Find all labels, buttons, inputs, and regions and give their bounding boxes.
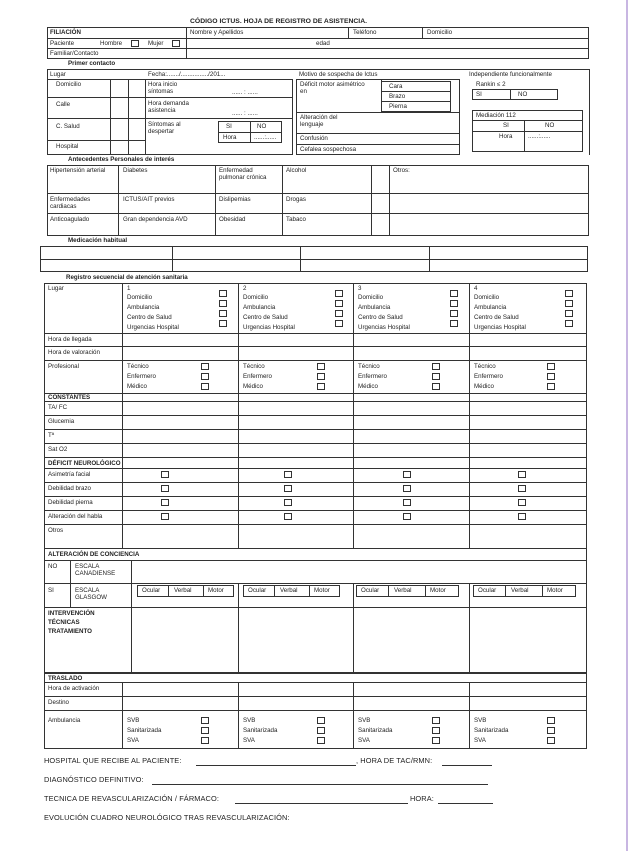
constante-row: Sat O2 xyxy=(48,446,68,453)
fecha-label: Fecha:......./................/201... xyxy=(148,71,226,78)
sintomas-label: Síntomas al despertar xyxy=(148,121,181,136)
evolucion-label: EVOLUCIÓN CUADRO NEUROLÓGICO TRAS REVASCULARIZACIÓN: xyxy=(44,813,290,822)
diagnostico-field[interactable] xyxy=(152,784,488,785)
mediacion-si[interactable]: SI xyxy=(503,122,509,129)
deficit-checkbox[interactable] xyxy=(518,471,526,478)
lugar-option: Urgencias Hospital xyxy=(358,324,410,331)
prof-checkbox[interactable] xyxy=(432,363,440,370)
conciencia-header: ALTERACIÓN DE CONCIENCIA xyxy=(48,551,140,558)
registro-lugar-label: Lugar xyxy=(48,285,64,292)
ambulancia-label: Ambulancia xyxy=(48,717,81,724)
pc-csalud: C. Salud xyxy=(56,123,80,130)
mediacion-no[interactable]: NO xyxy=(545,122,555,129)
sintomas-hora: Hora xyxy=(223,134,237,141)
hora-inicio-label: Hora inicio síntomas xyxy=(148,81,178,96)
registro-header: Registro secuencial de atención sanitaria xyxy=(66,274,188,281)
prof-option: Médico xyxy=(243,383,263,390)
mujer-label: Mujer xyxy=(148,40,164,47)
deficit-row: Asimetría facial xyxy=(48,471,91,478)
lugar-checkbox[interactable] xyxy=(450,300,458,307)
deficit-row: Otros xyxy=(48,527,64,534)
lugar-checkbox[interactable] xyxy=(450,290,458,297)
amb-option: SVB xyxy=(127,717,140,724)
alcohol-label: Alcohol xyxy=(286,167,307,174)
tratamiento-label: TRATAMIENTO xyxy=(48,628,92,635)
dislipemias-label: Dislipemias xyxy=(219,196,251,203)
lugar-checkbox[interactable] xyxy=(565,320,573,327)
confusion-label[interactable]: Confusión xyxy=(300,135,328,142)
deficit-header: DÉFICIT NEUROLÓGICO xyxy=(48,460,121,467)
amb-option: Sanitarizada xyxy=(358,727,393,734)
hora-demanda-label: Hora demanda asistencia xyxy=(148,100,189,115)
independiente-label: Independiente funcionalmente xyxy=(469,71,552,78)
lugar-checkbox[interactable] xyxy=(335,320,343,327)
destino-label: Destino xyxy=(48,699,69,706)
amb-checkbox[interactable] xyxy=(317,727,325,734)
hora-footer-field[interactable] xyxy=(438,803,493,804)
amb-option: Sanitarizada xyxy=(243,727,278,734)
amb-option: SVB xyxy=(243,717,256,724)
lugar-option: Urgencias Hospital xyxy=(474,324,526,331)
prof-checkbox[interactable] xyxy=(201,373,209,380)
dependencia-label: Gran dependencia AVD xyxy=(123,216,188,223)
deficit-checkbox[interactable] xyxy=(284,513,292,520)
deficit-row: Debilidad brazo xyxy=(48,485,91,492)
diabetes-label: Diabetes xyxy=(123,167,148,174)
deficit-checkbox[interactable] xyxy=(403,499,411,506)
hospital-label: HOSPITAL QUE RECIBE AL PACIENTE: xyxy=(44,756,182,765)
antecedentes-header: Antecedentes Personales de interés xyxy=(68,156,175,163)
prof-checkbox[interactable] xyxy=(201,383,209,390)
prof-checkbox[interactable] xyxy=(432,373,440,380)
domicilio-label: Domicilio xyxy=(427,29,453,36)
lugar-option: Ambulancia xyxy=(358,304,391,311)
constantes-header: CONSTANTES xyxy=(48,394,91,401)
lugar-checkbox[interactable] xyxy=(565,310,573,317)
lugar-option: Domicilio xyxy=(358,294,384,301)
pierna-label[interactable]: Pierna xyxy=(389,103,407,110)
hora-inicio-value[interactable]: ...... : ...... xyxy=(232,89,258,96)
glasgow-ocular: Ocular xyxy=(248,587,267,594)
prof-option: Médico xyxy=(127,383,147,390)
filiacion-header: FILIACIÓN xyxy=(50,29,81,36)
lugar-option: Ambulancia xyxy=(474,304,507,311)
amb-checkbox[interactable] xyxy=(317,737,325,744)
deficit-checkbox[interactable] xyxy=(284,499,292,506)
hora-activacion-label: Hora de activación xyxy=(48,685,100,692)
glasgow-motor: Motor xyxy=(314,587,330,594)
glasgow-motor: Motor xyxy=(430,587,446,594)
alteracion-lenguaje-label[interactable]: Alteración del lenguaje xyxy=(300,114,338,129)
lugar-option: Domicilio xyxy=(127,294,153,301)
diagnostico-label: DIAGNÓSTICO DEFINITIVO: xyxy=(44,775,144,784)
pc-hospital: Hospital xyxy=(56,143,79,150)
mediacion-label: Mediación 112 xyxy=(476,112,516,119)
col-number: 2 xyxy=(243,285,247,292)
tabaco-label: Tabaco xyxy=(286,216,306,223)
epoc-label: Enfermedad pulmonar crónica xyxy=(219,167,267,182)
lugar-checkbox[interactable] xyxy=(450,320,458,327)
lugar-option: Domicilio xyxy=(474,294,500,301)
hora-footer-label: HORA: xyxy=(410,794,434,803)
rankin-label: Rankin ≤ 2 xyxy=(476,81,506,88)
amb-option: SVB xyxy=(358,717,371,724)
ictus-previos-label: ICTUS/AIT previos xyxy=(123,196,175,203)
prof-option: Técnico xyxy=(127,363,149,370)
tecnica-label: TECNICA DE REVASCULARIZACIÓN / FÁRMACO: xyxy=(44,794,220,803)
nombre-label: Nombre y Apellidos xyxy=(190,29,244,36)
prof-option: Enfermero xyxy=(358,373,387,380)
deficit-checkbox[interactable] xyxy=(518,485,526,492)
amb-checkbox[interactable] xyxy=(432,727,440,734)
traslado-header: TRASLADO xyxy=(48,675,83,682)
amb-option: SVB xyxy=(474,717,487,724)
lugar-checkbox[interactable] xyxy=(219,290,227,297)
sintomas-hora-value[interactable]: ......:...... xyxy=(254,134,277,141)
amb-checkbox[interactable] xyxy=(201,737,209,744)
col-number: 4 xyxy=(474,285,478,292)
lugar-option: Ambulancia xyxy=(127,304,160,311)
otros-label: Otros: xyxy=(393,167,410,174)
hora-demanda-value[interactable]: ...... : ...... xyxy=(232,110,258,117)
tac-field[interactable] xyxy=(442,765,492,766)
lugar-option: Centro de Salud xyxy=(243,314,288,321)
hombre-label: Hombre xyxy=(100,40,123,47)
tecnica-field[interactable] xyxy=(235,803,408,804)
deficit-checkbox[interactable] xyxy=(518,499,526,506)
glasgow-verbal: Verbal xyxy=(394,587,412,594)
page-title: CÓDIGO ICTUS. HOJA DE REGISTRO DE ASISTENCIA. xyxy=(190,18,367,25)
lugar-label: Lugar xyxy=(50,71,66,78)
escala-glasgow: ESCALA GLASGOW xyxy=(75,587,107,602)
lugar-checkbox[interactable] xyxy=(219,300,227,307)
constante-row: Tª xyxy=(48,432,55,439)
prof-checkbox[interactable] xyxy=(317,363,325,370)
cefalea-label[interactable]: Cefalea sospechosa xyxy=(300,146,357,153)
amb-checkbox[interactable] xyxy=(547,737,555,744)
escala-canadiense: ESCALA CANADIENSE xyxy=(75,563,116,578)
deficit-checkbox[interactable] xyxy=(403,485,411,492)
rankin-no[interactable]: NO xyxy=(518,91,528,98)
lugar-checkbox[interactable] xyxy=(565,290,573,297)
tac-label: , HORA DE TAC/RMN: xyxy=(356,756,433,765)
amb-checkbox[interactable] xyxy=(547,717,555,724)
glasgow-motor: Motor xyxy=(547,587,563,594)
hospital-field[interactable] xyxy=(196,765,356,766)
pc-calle: Calle xyxy=(56,101,71,108)
lugar-option: Urgencias Hospital xyxy=(243,324,295,331)
motivo-label: Motivo de sospecha de Ictus xyxy=(299,71,378,78)
hora-llegada-label: Hora de llegada xyxy=(48,336,92,343)
deficit-checkbox[interactable] xyxy=(403,513,411,520)
lugar-option: Urgencias Hospital xyxy=(127,324,179,331)
amb-checkbox[interactable] xyxy=(317,717,325,724)
lugar-option: Domicilio xyxy=(243,294,269,301)
cara-label[interactable]: Cara xyxy=(389,83,403,90)
deficit-checkbox[interactable] xyxy=(284,485,292,492)
prof-option: Técnico xyxy=(358,363,380,370)
lugar-checkbox[interactable] xyxy=(335,300,343,307)
amb-checkbox[interactable] xyxy=(201,717,209,724)
prof-option: Enfermero xyxy=(474,373,503,380)
paciente-label: Paciente xyxy=(50,40,75,47)
amb-option: SVA xyxy=(127,737,139,744)
glasgow-verbal: Verbal xyxy=(174,587,192,594)
drogas-label: Drogas xyxy=(286,196,306,203)
sintomas-no[interactable]: NO xyxy=(257,123,267,130)
prof-checkbox[interactable] xyxy=(432,383,440,390)
deficit-checkbox[interactable] xyxy=(161,471,169,478)
deficit-checkbox[interactable] xyxy=(161,499,169,506)
hta-label: Hipertensión arterial xyxy=(50,167,106,174)
telefono-label: Teléfono xyxy=(353,29,377,36)
lugar-checkbox[interactable] xyxy=(565,300,573,307)
col-number: 1 xyxy=(127,285,131,292)
amb-option: Sanitarizada xyxy=(127,727,162,734)
deficit-checkbox[interactable] xyxy=(161,513,169,520)
conciencia-si[interactable]: SI xyxy=(48,587,54,594)
amb-option: SVA xyxy=(474,737,486,744)
prof-option: Técnico xyxy=(243,363,265,370)
amb-checkbox[interactable] xyxy=(432,717,440,724)
glasgow-ocular: Ocular xyxy=(142,587,161,594)
prof-option: Médico xyxy=(474,383,494,390)
lugar-checkbox[interactable] xyxy=(219,310,227,317)
glasgow-verbal: Verbal xyxy=(280,587,298,594)
lugar-checkbox[interactable] xyxy=(219,320,227,327)
prof-checkbox[interactable] xyxy=(201,363,209,370)
prof-checkbox[interactable] xyxy=(547,373,555,380)
obesidad-label: Obesidad xyxy=(219,216,246,223)
conciencia-no[interactable]: NO xyxy=(48,563,58,570)
lugar-checkbox[interactable] xyxy=(450,310,458,317)
lugar-option: Centro de Salud xyxy=(358,314,403,321)
glasgow-verbal: Verbal xyxy=(511,587,529,594)
primer-contacto-header: Primer contacto xyxy=(68,60,116,67)
lugar-option: Centro de Salud xyxy=(474,314,519,321)
glasgow-motor: Motor xyxy=(208,587,224,594)
anticoagulado-label: Anticoagulado xyxy=(50,216,90,223)
deficit-checkbox[interactable] xyxy=(161,485,169,492)
deficit-row: Alteración del habla xyxy=(48,513,103,520)
amb-checkbox[interactable] xyxy=(201,727,209,734)
tecnicas-label: TÉCNICAS xyxy=(48,619,80,626)
lugar-option: Centro de Salud xyxy=(127,314,172,321)
hombre-checkbox[interactable] xyxy=(131,40,139,47)
edad-label: edad xyxy=(316,40,330,47)
page-edge xyxy=(626,0,628,851)
amb-option: SVA xyxy=(358,737,370,744)
rankin-si[interactable]: SI xyxy=(476,91,482,98)
constante-row: Glucemia xyxy=(48,418,75,425)
glasgow-ocular: Ocular xyxy=(478,587,497,594)
amb-option: SVA xyxy=(243,737,255,744)
mujer-checkbox[interactable] xyxy=(172,40,180,47)
deficit-checkbox[interactable] xyxy=(518,513,526,520)
constante-row: TA/ FC xyxy=(48,404,68,411)
amb-option: Sanitarizada xyxy=(474,727,509,734)
lugar-option: Ambulancia xyxy=(243,304,276,311)
medicacion-header: Medicación habitual xyxy=(68,237,128,244)
prof-checkbox[interactable] xyxy=(547,383,555,390)
mediacion-hora-value[interactable]: ......:...... xyxy=(528,133,551,140)
glasgow-ocular: Ocular xyxy=(361,587,380,594)
lugar-checkbox[interactable] xyxy=(335,310,343,317)
intervencion-label: INTERVENCIÓN xyxy=(48,610,95,617)
pc-domicilio: Domicilio xyxy=(56,81,82,88)
cardiacas-label: Enfermedades cardiacas xyxy=(50,196,91,211)
sintomas-si[interactable]: SI xyxy=(226,123,232,130)
deficit-checkbox[interactable] xyxy=(403,471,411,478)
profesional-label: Profesional xyxy=(48,363,79,370)
prof-option: Enfermero xyxy=(243,373,272,380)
prof-checkbox[interactable] xyxy=(547,363,555,370)
prof-option: Enfermero xyxy=(127,373,156,380)
deficit-row: Debilidad pierna xyxy=(48,499,93,506)
familiar-label: Familiar/Contacto xyxy=(50,50,99,57)
prof-checkbox[interactable] xyxy=(317,373,325,380)
hora-valoracion-label: Hora de valoración xyxy=(48,349,100,356)
prof-option: Médico xyxy=(358,383,378,390)
deficit-checkbox[interactable] xyxy=(284,471,292,478)
prof-option: Técnico xyxy=(474,363,496,370)
mediacion-hora: Hora xyxy=(499,133,513,140)
brazo-label[interactable]: Brazo xyxy=(389,93,406,100)
col-number: 3 xyxy=(358,285,362,292)
amb-checkbox[interactable] xyxy=(432,737,440,744)
prof-checkbox[interactable] xyxy=(317,383,325,390)
lugar-checkbox[interactable] xyxy=(335,290,343,297)
amb-checkbox[interactable] xyxy=(547,727,555,734)
deficit-motor-label: Déficit motor asimétrico en xyxy=(300,81,365,96)
